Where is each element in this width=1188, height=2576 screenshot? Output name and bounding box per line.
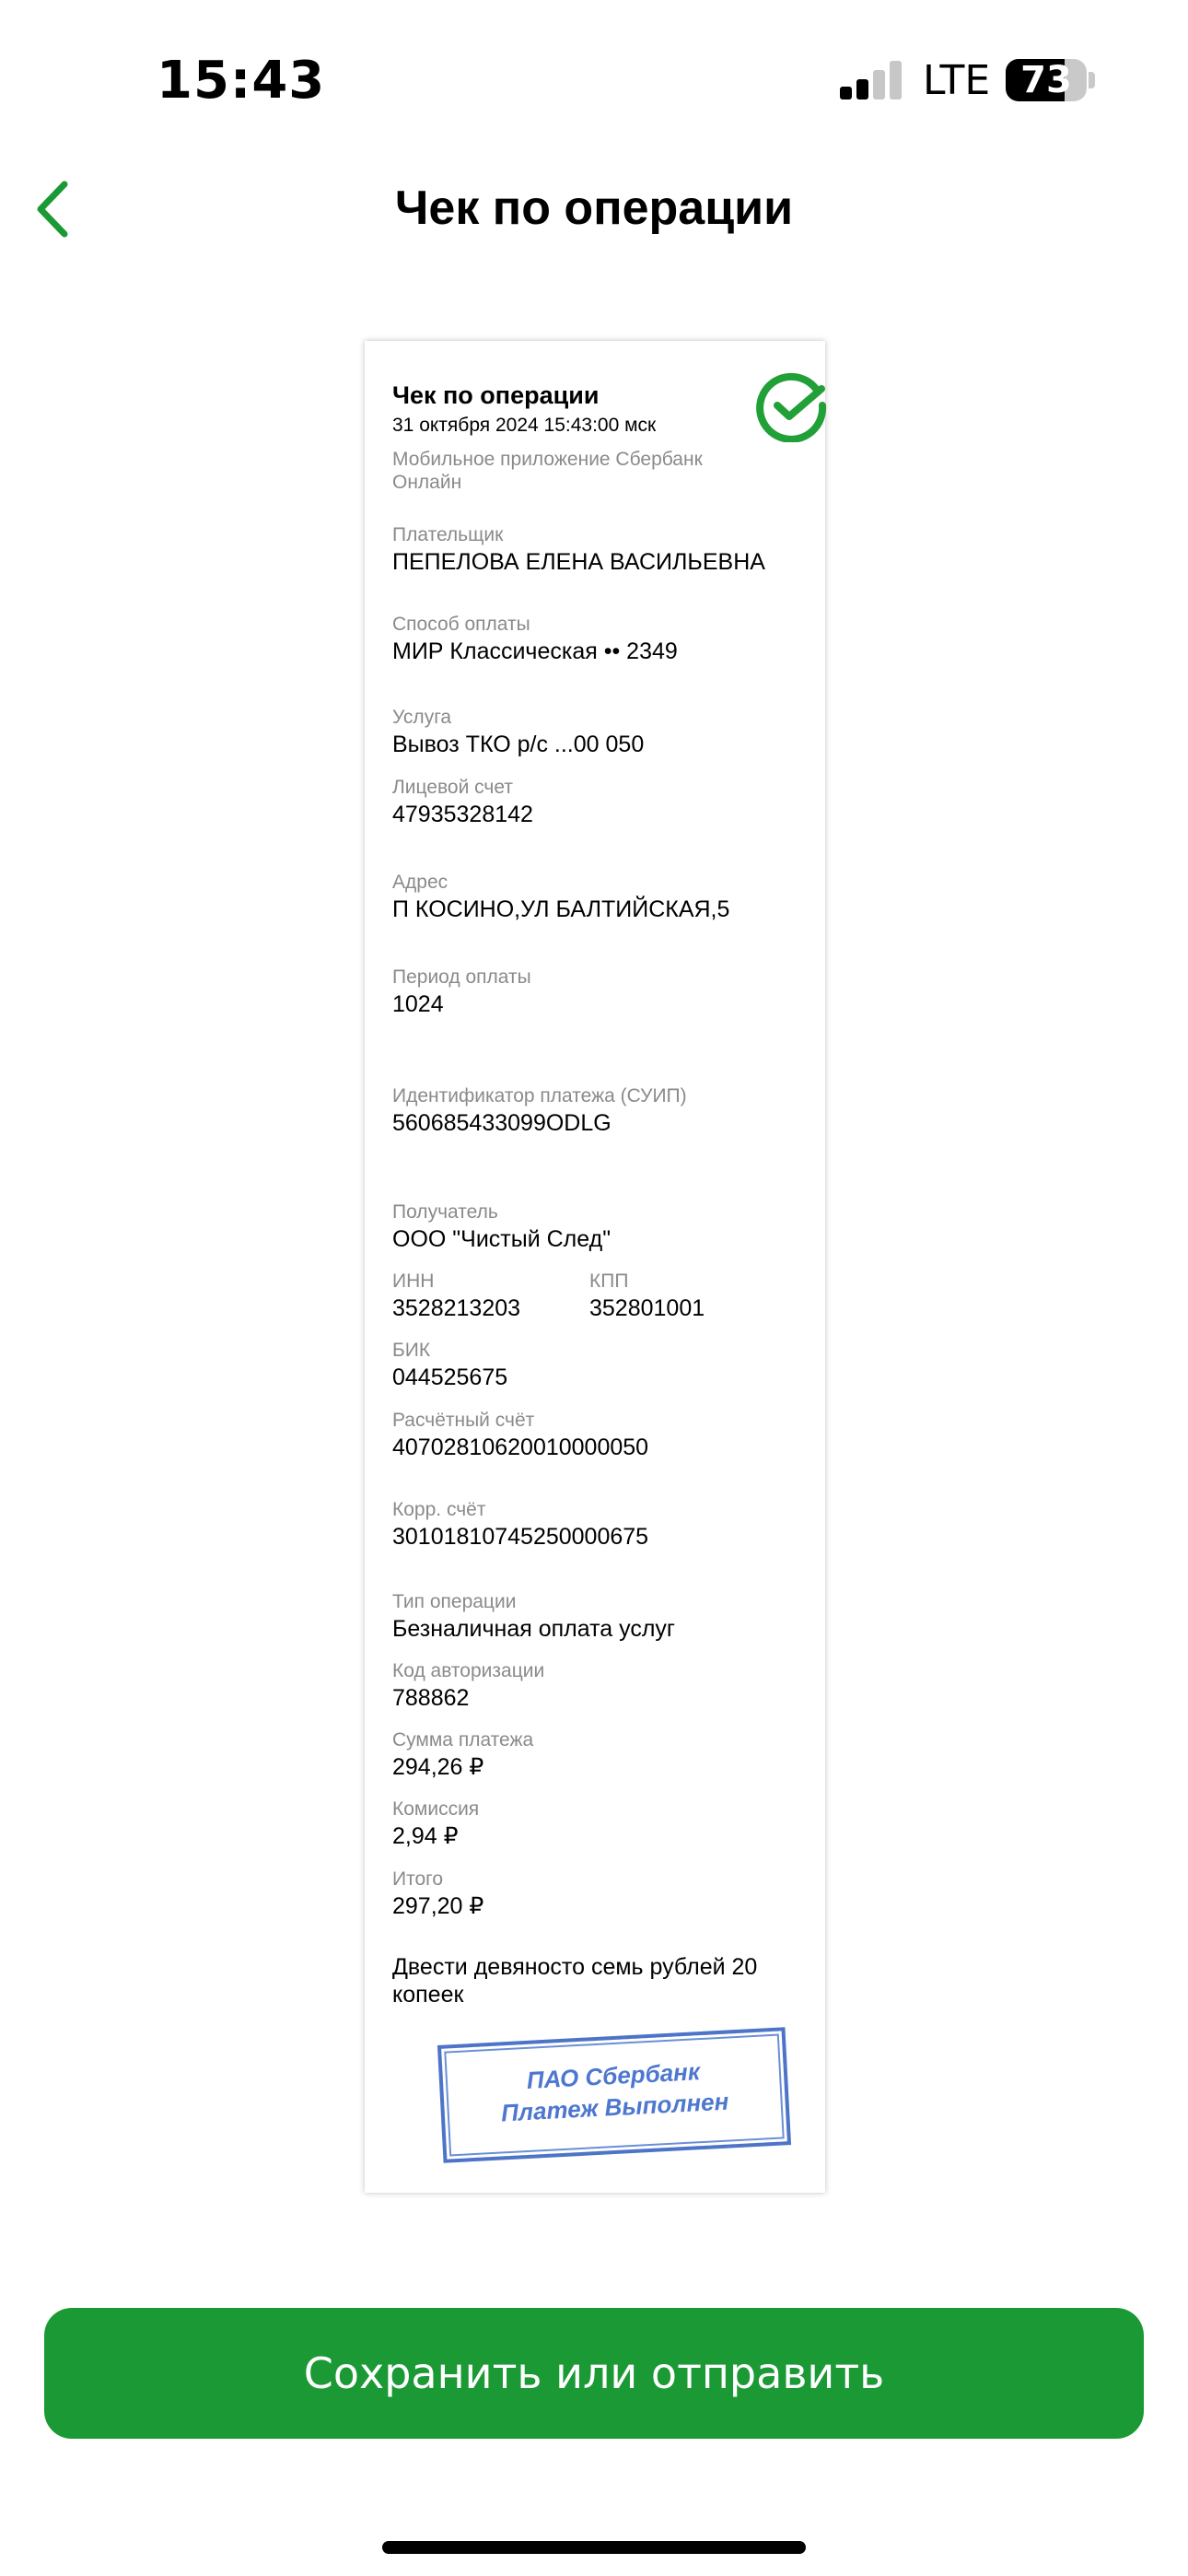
save-or-send-button[interactable]: Сохранить или отправить — [44, 2308, 1144, 2439]
payment-stamp — [437, 2027, 791, 2163]
period-value: 1024 — [392, 991, 444, 1017]
recipient-value: ООО "Чистый След" — [392, 1226, 611, 1252]
stamp-line-2: Платеж Выполнен — [500, 2087, 729, 2127]
corr-value: 30101810745250000675 — [392, 1524, 649, 1550]
receipt-title: Чек по операции — [392, 381, 600, 409]
network-type: LTE — [923, 57, 991, 104]
sum-value: 294,26 ₽ — [392, 1754, 484, 1780]
cellular-signal-icon — [840, 61, 903, 100]
bik-label: БИК — [392, 1340, 431, 1361]
payer-value: ПЕПЕЛОВА ЕЛЕНА ВАСИЛЬЕВНА — [392, 549, 765, 575]
op-type-value: Безналичная оплата услуг — [392, 1616, 676, 1642]
address-value: П КОСИНО,УЛ БАЛТИЙСКАЯ,5 — [392, 896, 730, 922]
auth-label: Код авторизации — [392, 1660, 545, 1681]
bik-value: 044525675 — [392, 1364, 508, 1390]
period-label: Период оплаты — [392, 966, 531, 988]
battery-icon — [1006, 59, 1087, 101]
corr-label: Корр. счёт — [392, 1499, 486, 1520]
settlement-label: Расчётный счёт — [392, 1410, 535, 1431]
method-label: Способ оплаты — [392, 614, 530, 635]
inn-value: 3528213203 — [392, 1295, 521, 1321]
page-title: Чек по операции — [394, 181, 794, 235]
receipt-card[interactable] — [365, 341, 825, 2193]
suip-value: 560685433099ODLG — [392, 1110, 611, 1136]
battery-cap — [1089, 72, 1095, 88]
service-label: Услуга — [392, 707, 452, 728]
recipient-label: Получатель — [392, 1201, 498, 1223]
home-indicator[interactable] — [382, 2541, 806, 2554]
kpp-value: 352801001 — [589, 1295, 705, 1321]
auth-value: 788862 — [392, 1685, 470, 1711]
sber-check-icon — [755, 369, 829, 442]
total-label: Итого — [392, 1868, 444, 1890]
account-value: 47935328142 — [392, 802, 533, 827]
inn-label: ИНН — [392, 1270, 435, 1292]
kpp-label: КПП — [589, 1270, 629, 1292]
fee-value: 2,94 ₽ — [392, 1823, 459, 1849]
suip-label: Идентификатор платежа (СУИП) — [392, 1085, 687, 1107]
stamp-line-1: ПАО Сбербанк — [526, 2057, 701, 2094]
status-time: 15:43 — [157, 51, 326, 111]
amount-in-words: Двести девяносто семь рублей 20 копеек — [392, 1954, 758, 2008]
settlement-value: 40702810620010000050 — [392, 1434, 649, 1460]
receipt-app: Мобильное приложение Сбербанк Онлайн — [392, 449, 703, 493]
payer-label: Плательщик — [392, 524, 504, 545]
battery-level: 73 — [1020, 59, 1072, 101]
sum-label: Сумма платежа — [392, 1729, 534, 1751]
op-type-label: Тип операции — [392, 1591, 517, 1612]
fee-label: Комиссия — [392, 1798, 480, 1820]
total-value: 297,20 ₽ — [392, 1893, 484, 1919]
method-value: МИР Классическая •• 2349 — [392, 638, 678, 664]
account-label: Лицевой счет — [392, 777, 513, 798]
receipt-date: 31 октября 2024 15:43:00 мск — [392, 415, 657, 436]
address-label: Адрес — [392, 872, 448, 893]
service-value: Вывоз ТКО р/с ...00 050 — [392, 732, 645, 757]
